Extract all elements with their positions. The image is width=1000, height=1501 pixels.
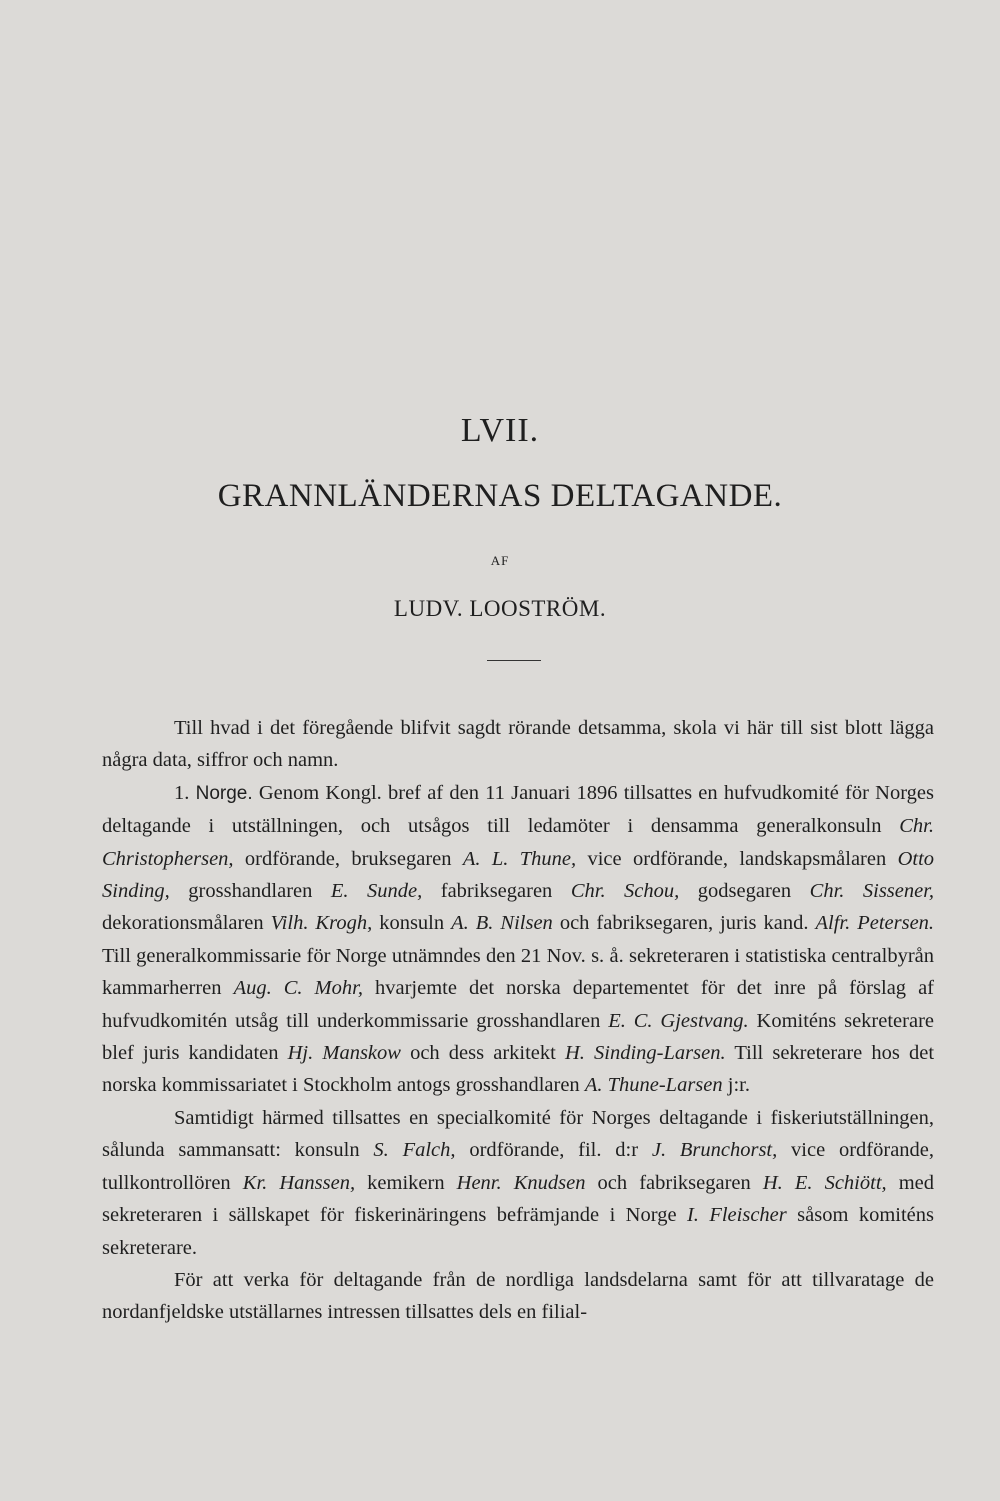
person-name: E. Sunde,	[330, 880, 423, 903]
person-name: Chr. Christophersen,	[102, 815, 934, 870]
person-name: Otto Sinding,	[102, 847, 935, 903]
body-text	[102, 712, 934, 1329]
person-name: E. C. Gjestvang.	[608, 1009, 749, 1032]
person-name: A. Thune-Larsen	[584, 1074, 723, 1097]
person-name: Hj. Manskow	[287, 1042, 401, 1065]
person-name: A. B. Nilsen	[451, 912, 553, 935]
person-name: Alfr. Petersen.	[815, 912, 935, 935]
paragraph-norway: 1. Norge. Genom Kongl. bref af den 11 Januari 1896 tillsattes en hufvudkomité för Norges deltagande i utställningen, och utsågos till ledamöter i densamma generalkonsuln Chr. Christophersen, ordförande, bruksegaren A. L. Thune, vice ordförande, landskapsmålaren Otto Sinding, grosshandlaren E. Sunde, fabriksegaren Chr. Schou, godsegaren Chr. Sissener, dekorationsmålaren Vilh. Krogh, konsuln A. B. Nilsen och fabriksegaren, juris kand. Alfr. Petersen. Till generalkommissarie för Norge utnämndes den 21 Nov. s. å. sekreteraren i statistiska centralbyrån kammarherren Aug. C. Mohr, hvarjemte det norska departementet för det inre på förslag af hufvudkomitén utsåg till underkommissarie grosshandlaren E. C. Gjestvang. Komiténs sekreterare blef juris kandidaten Hj. Manskow och dess arkitekt H. Sinding-Larsen. Till sekreterare hos det norska kommissariatet i Stockholm antogs grosshandlaren A. Thune-Larsen j:r.	[102, 781, 935, 1097]
paragraph-intro: Till hvad i det föregående blifvit sagdt rörande detsamma, skola vi här till sist blott lägga några data, siffror och namn.	[102, 717, 934, 772]
person-name: I. Fleischer	[686, 1204, 787, 1227]
person-name: H. Sinding-Larsen.	[564, 1042, 726, 1065]
person-name: Kr. Hanssen,	[242, 1171, 356, 1194]
person-name: Chr. Sissener,	[809, 880, 935, 903]
person-name: H. E. Schiött,	[762, 1171, 887, 1194]
author-name: LUDV. LOOSTRÖM.	[393, 596, 607, 621]
section-number: 1.	[174, 781, 190, 804]
chapter-title: GRANNLÄNDERNAS DELTAGANDE.	[217, 478, 783, 514]
paragraph-northern-regions: För att verka för deltagande från de nordliga landsdelarna samt för att tillvaratage de nordanfjeldske utställarnes intressen tillsattes dels en filial-	[102, 1268, 934, 1324]
person-name: Vilh. Krogh,	[270, 912, 373, 935]
byline: AF	[490, 553, 510, 568]
person-name: Aug. C. Mohr,	[233, 977, 363, 1000]
section-country: Norge.	[195, 782, 253, 804]
title-divider	[487, 660, 541, 661]
person-name: S. Falch,	[373, 1139, 456, 1162]
person-name: Henr. Knudsen	[456, 1171, 586, 1194]
chapter-numeral: LVII.	[460, 412, 540, 449]
person-name: Chr. Schou,	[570, 880, 680, 903]
paragraph-fishery-committee: Samtidigt härmed tillsattes en specialkomité för Norges deltagande i fiskeriutställningen, sålunda sammansatt: konsuln S. Falch, ordförande, fil. d:r J. Brunchorst, vice ordförande, tullkontrollören Kr. Hanssen, kemikern Henr. Knudsen och fabriksegaren H. E. Schiött, med sekreteraren i sällskapet för fiskerinäringens befrämjande i Norge I. Fleischer såsom komiténs sekreterare.	[102, 1106, 935, 1259]
person-name: A. L. Thune,	[462, 847, 577, 870]
person-name: J. Brunchorst,	[651, 1139, 778, 1162]
